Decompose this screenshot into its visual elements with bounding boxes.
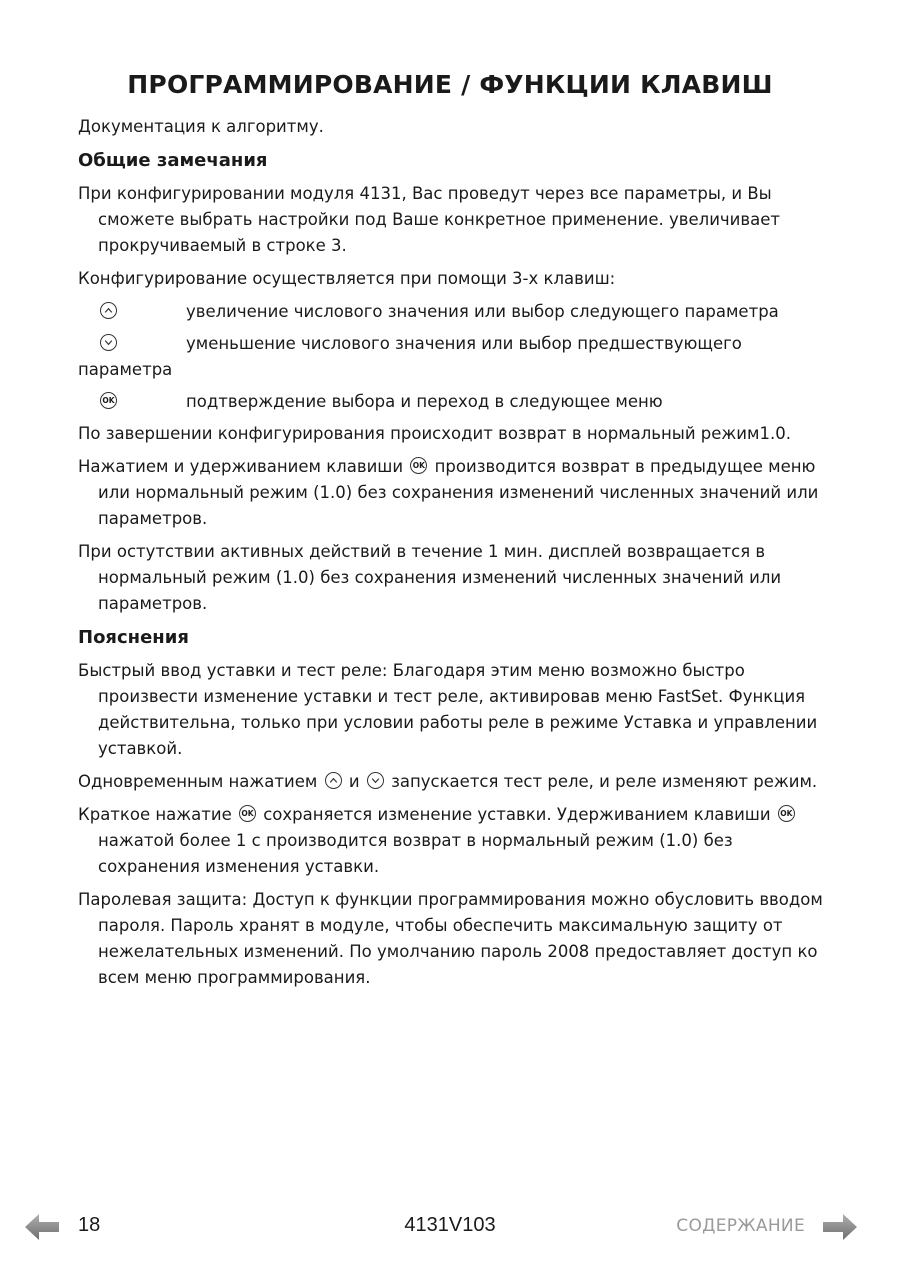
notes-paragraph-1: Быстрый ввод уставки и тест реле: Благодаря этим меню возможно быстро произвести изменение уставки и тест реле, активировав меню FastSet. Функция действительна, только при условии работы реле в режиме Уставка и управлении уставкой. xyxy=(78,661,818,758)
page-title: ПРОГРАММИРОВАНИЕ / ФУНКЦИИ КЛАВИШ xyxy=(127,70,773,99)
general-paragraph-5: При остутствии активных действий в течение 1 мин. дисплей возвращается в нормальный режим (1.0) без сохранения изменений численных значений или параметров. xyxy=(78,542,782,613)
notes-paragraph-2-c: запускается тест реле, и реле изменяют режим. xyxy=(391,772,818,791)
key-desc-up: увеличение числового значения или выбор следующего параметра xyxy=(186,302,779,321)
table-of-contents-link[interactable]: СОДЕРЖАНИЕ xyxy=(676,1216,805,1236)
key-row-down xyxy=(78,331,838,383)
intro-text: Документация к алгоритму. xyxy=(78,117,324,136)
ok-key-icon xyxy=(239,805,256,822)
section-heading-general: Общие замечания xyxy=(78,150,268,171)
general-paragraph-3: По завершении конфигурирования происходит возврат в нормальный режим1.0. xyxy=(78,424,791,443)
general-paragraph-2: Конфигурирование осуществляется при помощи 3-х клавиш: xyxy=(78,269,616,288)
down-key-icon xyxy=(100,334,117,351)
general-paragraph-1: При конфигурировании модуля 4131, Вас проведут через все параметры, и Вы сможете выбрать настройки под Ваше конкретное применение. увеличивает прокручиваемый в строке 3. xyxy=(78,184,780,255)
notes-paragraph-2 xyxy=(78,769,838,795)
key-row-up xyxy=(78,299,838,325)
notes-paragraph-2-b: и xyxy=(348,772,360,791)
notes-paragraph-4: Паролевая защита: Доступ к функции программирования можно обусловить вводом пароля. Пароль хранят в модуле, чтобы обеспечить максимальную защиту от нежелательных изменений. По умолчанию пароль 2008 предоставляет доступ ко всем меню программирования. xyxy=(78,890,823,987)
ok-key-icon xyxy=(778,805,795,822)
section-heading-notes: Пояснения xyxy=(78,627,189,648)
key-row-ok xyxy=(78,389,838,415)
ok-key-glyph: OK xyxy=(102,396,115,405)
ok-key-glyph: OK xyxy=(241,809,254,818)
ok-key-icon xyxy=(100,392,117,409)
general-paragraph-4 xyxy=(78,454,838,532)
key-desc-down: уменьшение числового значения или выбор предшествующего параметра xyxy=(78,334,742,379)
ok-key-icon xyxy=(410,457,427,474)
ok-key-glyph: OK xyxy=(412,461,425,470)
notes-paragraph-3 xyxy=(78,802,838,880)
notes-paragraph-3-a: Краткое нажатие xyxy=(78,805,232,824)
up-key-icon xyxy=(100,302,117,319)
arrow-right-icon[interactable] xyxy=(822,1212,858,1242)
page-footer xyxy=(0,1210,900,1244)
down-key-icon xyxy=(367,772,384,789)
notes-paragraph-3-c: нажатой более 1 с производится возврат в нормальный режим (1.0) без сохранения изменения уставки. xyxy=(98,831,733,876)
page-number: 18 xyxy=(78,1214,101,1236)
notes-paragraph-2-a: Одновременным нажатием xyxy=(78,772,318,791)
notes-paragraph-3-b: сохраняется изменение уставки. Удерживанием клавиши xyxy=(263,805,771,824)
general-paragraph-4-start: Нажатием и удерживанием клавиши xyxy=(78,457,404,476)
up-key-icon xyxy=(325,772,342,789)
main-content xyxy=(78,114,838,998)
general-paragraph-4-end: производится возврат в предыдущее меню или нормальный режим (1.0) без сохранения изменений численных значений или параметров. xyxy=(98,457,819,528)
ok-key-glyph: OK xyxy=(780,809,793,818)
key-desc-ok: подтверждение выбора и переход в следующее меню xyxy=(186,392,663,411)
document-code: 4131V103 xyxy=(404,1214,496,1236)
